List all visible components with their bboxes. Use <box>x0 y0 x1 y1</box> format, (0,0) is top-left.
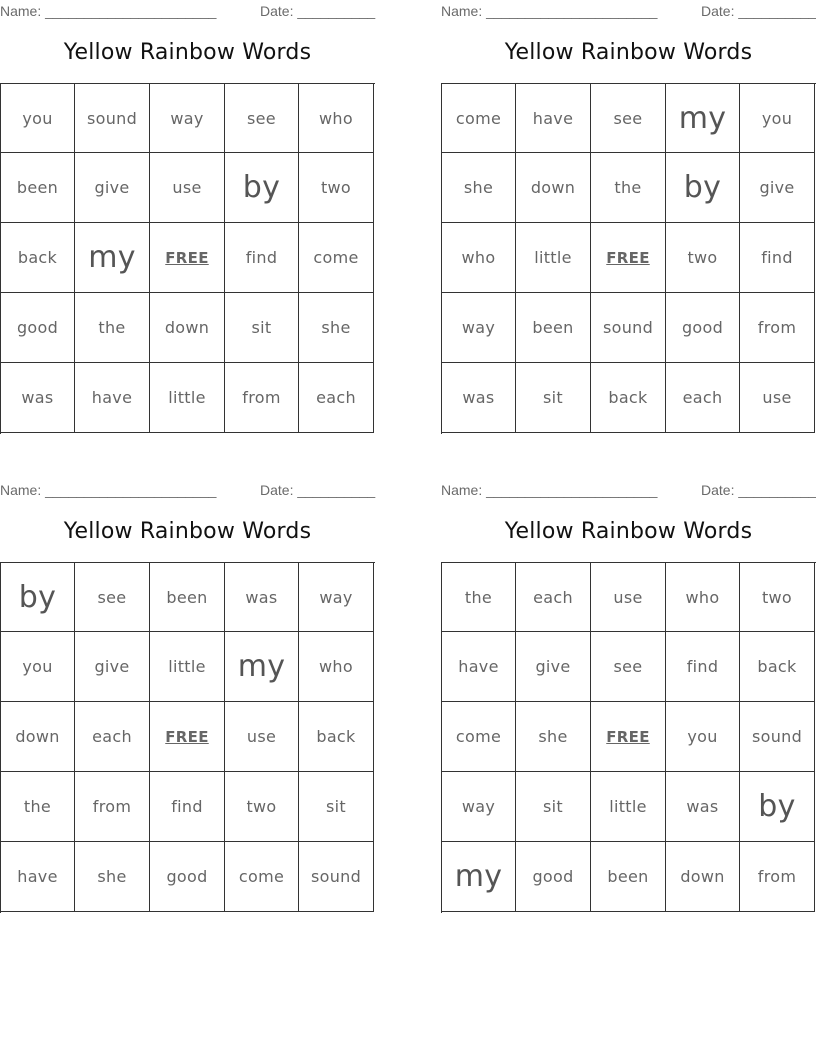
word-cell: down <box>666 842 740 912</box>
card-title: Yellow Rainbow Words <box>63 519 312 544</box>
word-cell: find <box>666 632 740 702</box>
header-line <box>441 0 816 22</box>
word-cell: who <box>299 632 374 702</box>
word-cell: back <box>1 223 75 293</box>
word-cell: see <box>75 563 150 632</box>
bingo-card <box>0 0 376 407</box>
word-cell: from <box>75 772 150 842</box>
word-cell: back <box>591 363 666 433</box>
word-cell: two <box>299 153 374 223</box>
word-cell: the <box>1 772 75 842</box>
word-cell: give <box>740 153 815 223</box>
word-cell: little <box>516 223 591 293</box>
word-cell: sit <box>516 363 591 433</box>
word-cell: good <box>1 293 75 363</box>
word-cell: was <box>1 363 75 433</box>
word-cell: was <box>225 563 299 632</box>
date-label: Date: __________ <box>701 482 816 498</box>
word-cell: find <box>150 772 225 842</box>
date-label: Date: __________ <box>701 3 816 19</box>
word-cell: down <box>516 153 591 223</box>
bingo-card <box>0 479 376 886</box>
word-cell: been <box>1 153 75 223</box>
word-cell: two <box>740 563 815 632</box>
word-cell: who <box>299 84 374 153</box>
word-cell: use <box>225 702 299 772</box>
word-cell: from <box>740 293 815 363</box>
word-cell: see <box>591 632 666 702</box>
word-cell: have <box>442 632 516 702</box>
word-cell: little <box>591 772 666 842</box>
bingo-grid <box>441 562 816 913</box>
word-cell: she <box>75 842 150 912</box>
word-cell: little <box>150 363 225 433</box>
date-label: Date: __________ <box>260 3 376 19</box>
word-cell: have <box>516 84 591 153</box>
header-line <box>0 0 375 22</box>
word-cell: who <box>442 223 516 293</box>
word-cell: sit <box>225 293 299 363</box>
word-cell: way <box>299 563 374 632</box>
word-cell: sound <box>740 702 815 772</box>
word-cell: come <box>299 223 374 293</box>
name-label: Name: ______________________ <box>441 482 658 498</box>
date-label: Date: __________ <box>260 482 376 498</box>
word-cell: have <box>75 363 150 433</box>
word-cell: use <box>740 363 815 433</box>
word-cell: by <box>1 563 75 632</box>
word-cell: way <box>442 293 516 363</box>
word-cell: back <box>740 632 815 702</box>
word-cell: back <box>299 702 374 772</box>
bingo-grid <box>441 83 816 434</box>
word-cell: she <box>516 702 591 772</box>
word-cell: who <box>666 563 740 632</box>
word-cell: give <box>75 153 150 223</box>
header-line <box>441 479 816 501</box>
word-cell: you <box>740 84 815 153</box>
word-cell: see <box>591 84 666 153</box>
word-cell: by <box>740 772 815 842</box>
bingo-grid <box>0 83 375 434</box>
free-space-cell: FREE <box>150 223 225 293</box>
card-title: Yellow Rainbow Words <box>63 40 312 65</box>
word-cell: each <box>75 702 150 772</box>
word-cell: she <box>442 153 516 223</box>
word-cell: was <box>442 363 516 433</box>
word-cell: two <box>666 223 740 293</box>
word-cell: find <box>740 223 815 293</box>
name-label: Name: ______________________ <box>0 482 217 498</box>
word-cell: sit <box>299 772 374 842</box>
word-cell: from <box>740 842 815 912</box>
bingo-grid <box>0 562 375 913</box>
word-cell: by <box>225 153 299 223</box>
word-cell: sound <box>75 84 150 153</box>
word-cell: two <box>225 772 299 842</box>
word-cell: give <box>75 632 150 702</box>
word-cell: come <box>442 84 516 153</box>
word-cell: way <box>442 772 516 842</box>
word-cell: good <box>666 293 740 363</box>
word-cell: you <box>1 84 75 153</box>
word-cell: little <box>150 632 225 702</box>
bingo-card <box>441 0 816 407</box>
word-cell: give <box>516 632 591 702</box>
word-cell: she <box>299 293 374 363</box>
word-cell: my <box>75 223 150 293</box>
word-cell: the <box>75 293 150 363</box>
word-cell: good <box>150 842 225 912</box>
word-cell: from <box>225 363 299 433</box>
word-cell: you <box>1 632 75 702</box>
word-cell: sit <box>516 772 591 842</box>
word-cell: been <box>516 293 591 363</box>
name-label: Name: ______________________ <box>441 3 658 19</box>
free-space-cell: FREE <box>591 702 666 772</box>
word-cell: my <box>666 84 740 153</box>
word-cell: been <box>591 842 666 912</box>
bingo-card <box>441 479 816 894</box>
free-space-cell: FREE <box>150 702 225 772</box>
card-title: Yellow Rainbow Words <box>504 40 753 65</box>
word-cell: my <box>442 842 516 912</box>
free-space-cell: FREE <box>591 223 666 293</box>
word-cell: use <box>591 563 666 632</box>
word-cell: each <box>516 563 591 632</box>
word-cell: come <box>225 842 299 912</box>
word-cell: use <box>150 153 225 223</box>
word-cell: down <box>150 293 225 363</box>
word-cell: down <box>1 702 75 772</box>
word-cell: sound <box>299 842 374 912</box>
word-cell: the <box>442 563 516 632</box>
word-cell: the <box>591 153 666 223</box>
word-cell: my <box>225 632 299 702</box>
word-cell: by <box>666 153 740 223</box>
word-cell: you <box>666 702 740 772</box>
word-cell: been <box>150 563 225 632</box>
word-cell: way <box>150 84 225 153</box>
word-cell: come <box>442 702 516 772</box>
word-cell: good <box>516 842 591 912</box>
word-cell: was <box>666 772 740 842</box>
word-cell: sound <box>591 293 666 363</box>
word-cell: have <box>1 842 75 912</box>
word-cell: each <box>666 363 740 433</box>
word-cell: each <box>299 363 374 433</box>
card-title: Yellow Rainbow Words <box>504 519 753 544</box>
word-cell: see <box>225 84 299 153</box>
header-line <box>0 479 375 501</box>
name-label: Name: ______________________ <box>0 3 217 19</box>
word-cell: find <box>225 223 299 293</box>
